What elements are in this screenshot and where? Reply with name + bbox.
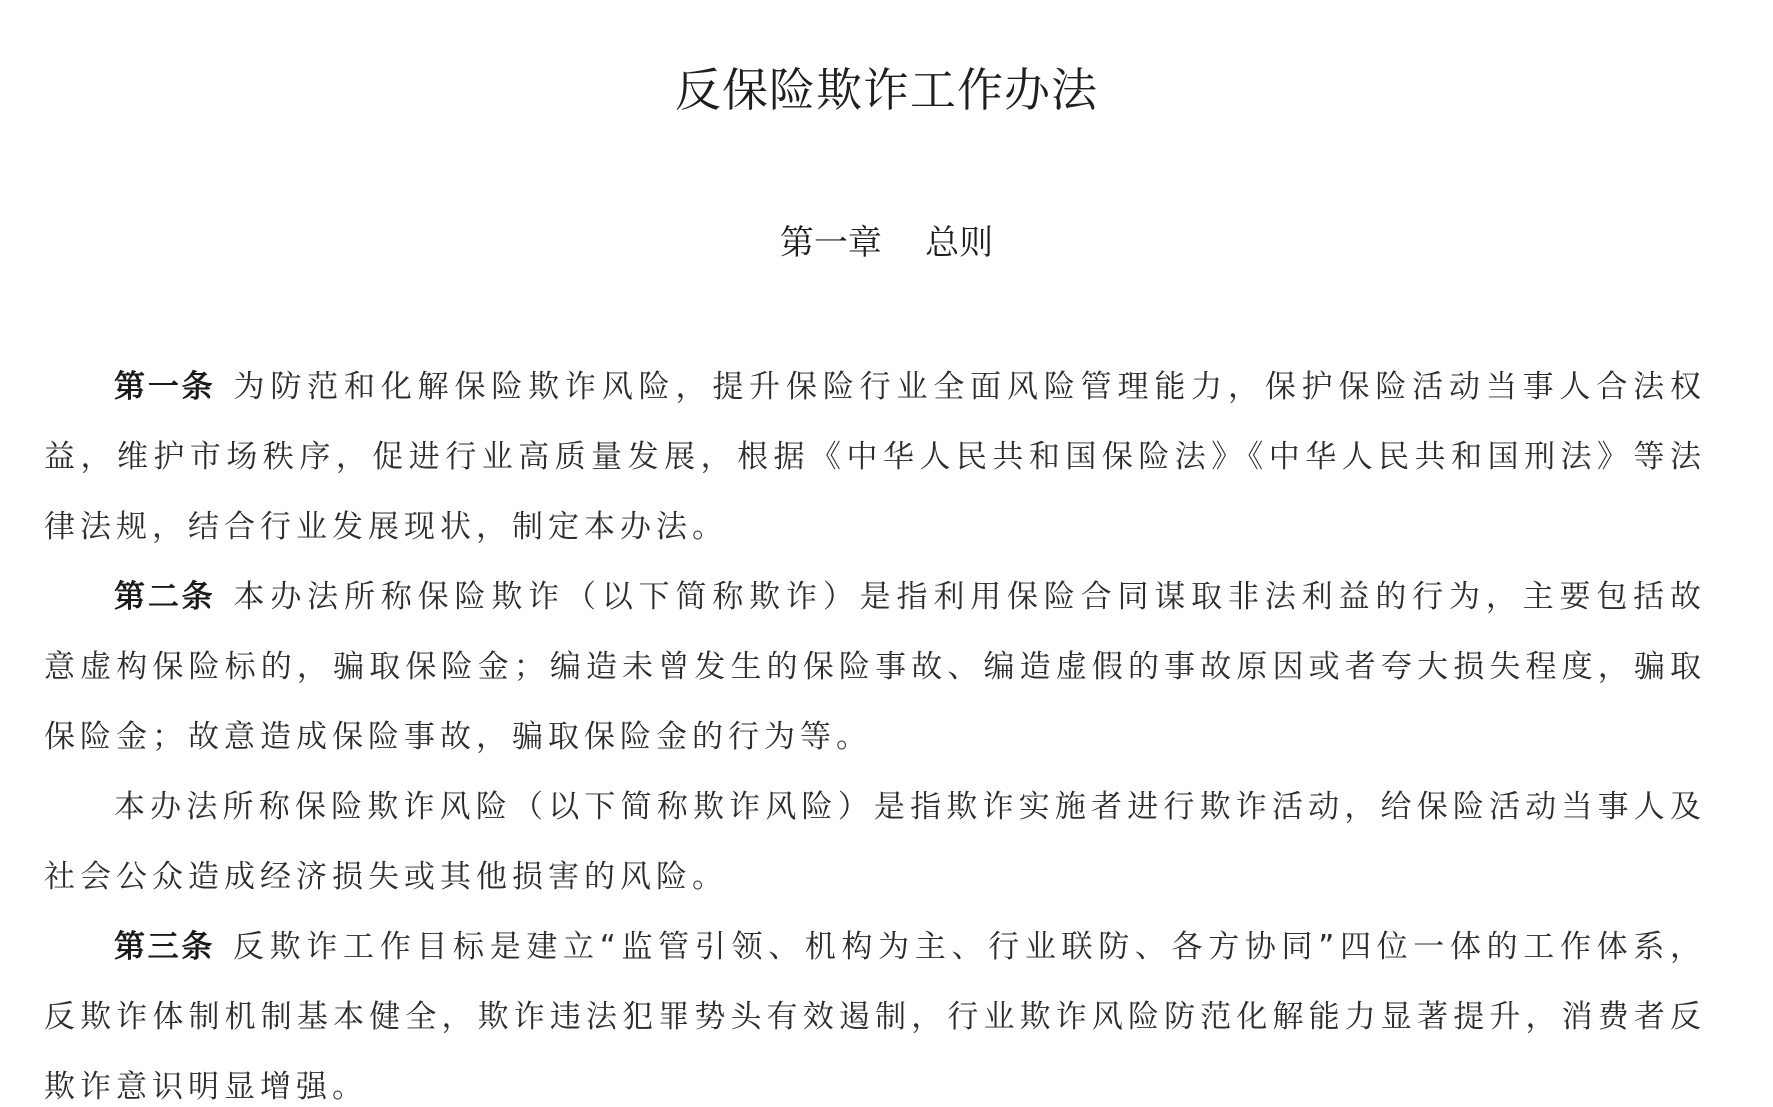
article-label: 第三条	[114, 929, 216, 965]
document-title: 反保险欺诈工作办法	[675, 63, 1098, 117]
article-3	[44, 912, 1706, 1107]
article-2	[44, 562, 1706, 772]
article-text: 本办法所称保险欺诈风险（以下简称欺诈风险）是指欺诈实施者进行欺诈活动，给保险活动当事人及社会公众造成经济损失或其他损害的风险。	[44, 789, 1706, 895]
article-label: 第一条	[114, 369, 216, 405]
article-text: 反欺诈工作目标是建立“监管引领、机构为主、行业联防、各方协同”四位一体的工作体系，反欺诈体制机制基本健全，欺诈违法犯罪势头有效遏制，行业欺诈风险防范化解能力显著提升，消费者反欺诈意识明显增强。	[44, 929, 1706, 1105]
article-text: 本办法所称保险欺诈（以下简称欺诈）是指利用保险合同谋取非法利益的行为，主要包括故意虚构保险标的，骗取保险金；编造未曾发生的保险事故、编造虚假的事故原因或者夸大损失程度，骗取保险金；故意造成保险事故，骗取保险金的行为等。	[44, 579, 1706, 755]
article-2-paragraph-2	[44, 772, 1706, 912]
chapter-label: 第一章	[779, 223, 882, 263]
article-text: 为防范和化解保险欺诈风险，提升保险行业全面风险管理能力，保护保险活动当事人合法权益，维护市场秩序，促进行业高质量发展，根据《中华人民共和国保险法》《中华人民共和国刑法》等法律法规，结合行业发展现状，制定本办法。	[44, 369, 1706, 545]
article-1	[44, 352, 1706, 562]
chapter-heading	[0, 219, 1773, 267]
document-body	[44, 352, 1706, 1107]
chapter-name: 总则	[925, 223, 994, 263]
article-label: 第二条	[114, 579, 216, 615]
